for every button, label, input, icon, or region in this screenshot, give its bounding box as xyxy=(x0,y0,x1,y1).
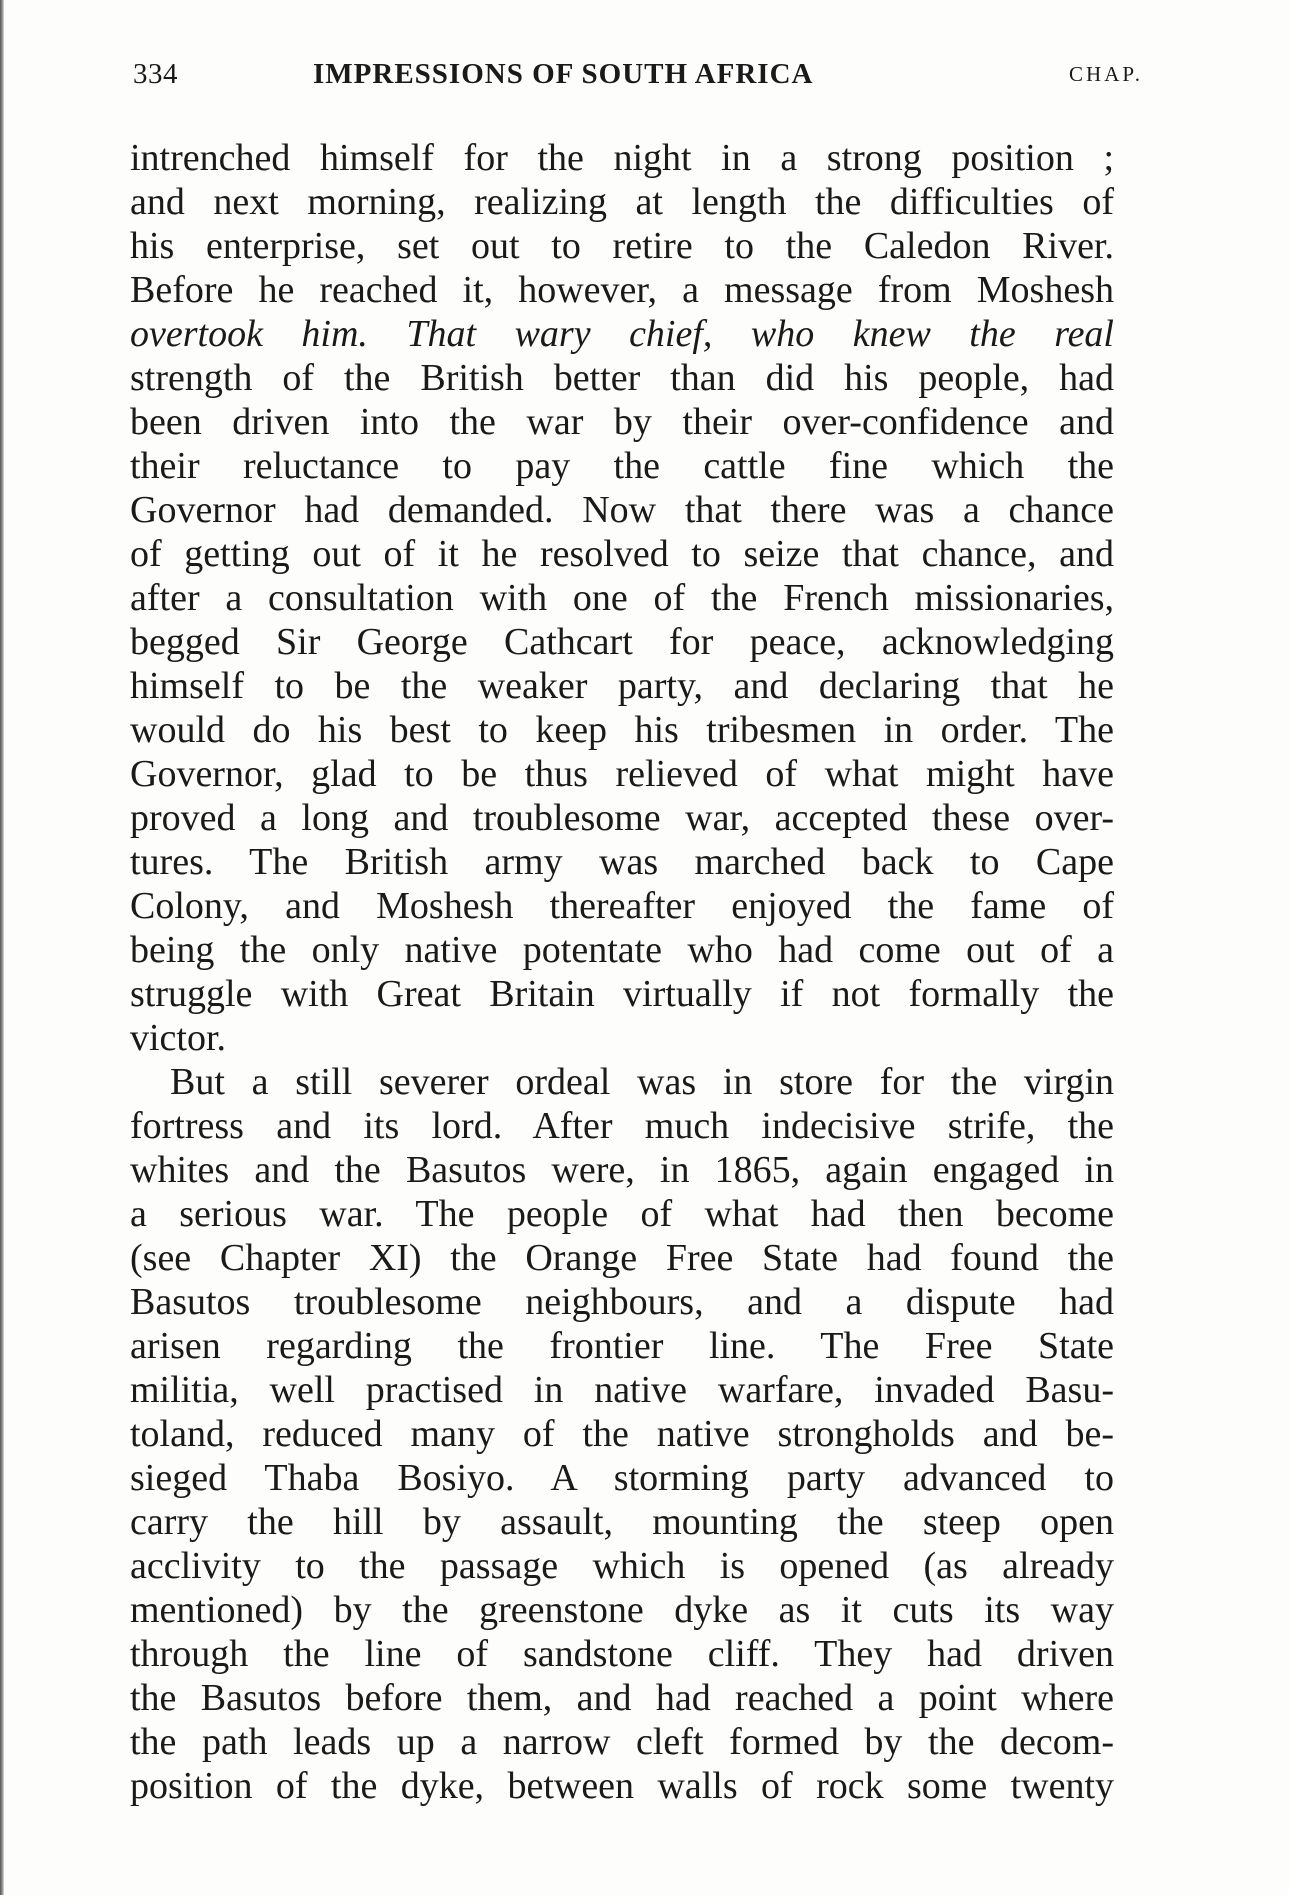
body-text xyxy=(130,136,1114,1808)
text-line: himself to be the weaker party, and declaring that he xyxy=(130,665,1114,707)
text-line: and next morning, realizing at length the difficulties of xyxy=(130,181,1114,223)
text-line: tures. The British army was marched back to Cape xyxy=(130,841,1114,883)
page-number: 334 xyxy=(133,58,178,90)
text-line: But a still severer ordeal was in store for the virgin xyxy=(170,1061,1114,1103)
text-line: his enterprise, set out to retire to the Caledon River. xyxy=(130,225,1114,267)
paragraph-2 xyxy=(130,1060,1114,1808)
running-title: IMPRESSIONS OF SOUTH AFRICA xyxy=(313,58,814,90)
text-line: been driven into the war by their over-confidence and xyxy=(130,401,1114,443)
text-line: carry the hill by assault, mounting the steep open xyxy=(130,1501,1114,1543)
text-line: mentioned) by the greenstone dyke as it cuts its way xyxy=(130,1589,1114,1631)
chapter-label: CHAP. xyxy=(1069,62,1143,86)
text-line: arisen regarding the frontier line. The Free State xyxy=(130,1325,1114,1367)
text-line: acclivity to the passage which is opened (as already xyxy=(130,1545,1114,1587)
text-line: fortress and its lord. After much indecisive strife, the xyxy=(130,1105,1114,1147)
page-binding-edge xyxy=(0,0,4,1895)
text-line: militia, well practised in native warfare, invaded Basu- xyxy=(130,1369,1114,1411)
text-line: would do his best to keep his tribesmen in order. The xyxy=(130,709,1114,751)
text-line: proved a long and troublesome war, accepted these over- xyxy=(130,797,1114,839)
text-line: a serious war. The people of what had then become xyxy=(130,1193,1114,1235)
text-line: struggle with Great Britain virtually if not formally the xyxy=(130,973,1114,1015)
text-line: whites and the Basutos were, in 1865, again engaged in xyxy=(130,1149,1114,1191)
text-line: begged Sir George Cathcart for peace, acknowledging xyxy=(130,621,1114,663)
text-line: Basutos troublesome neighbours, and a dispute had xyxy=(130,1281,1114,1323)
text-line: being the only native potentate who had come out of a xyxy=(130,929,1114,971)
text-line: position of the dyke, between walls of rock some twenty xyxy=(130,1765,1114,1807)
text-line: Colony, and Moshesh thereafter enjoyed the fame of xyxy=(130,885,1114,927)
text-line: through the line of sandstone cliff. They had driven xyxy=(130,1633,1114,1675)
text-line: the path leads up a narrow cleft formed by the decom- xyxy=(130,1721,1114,1763)
text-line: toland, reduced many of the native strongholds and be- xyxy=(130,1413,1114,1455)
text-line: Governor had demanded. Now that there was a chance xyxy=(130,489,1114,531)
text-line: strength of the British better than did his people, had xyxy=(130,357,1114,399)
text-line: the Basutos before them, and had reached a point where xyxy=(130,1677,1114,1719)
text-line: their reluctance to pay the cattle fine which the xyxy=(130,445,1114,487)
text-line: Before he reached it, however, a message from Moshesh xyxy=(130,269,1114,311)
paragraph-1 xyxy=(130,136,1114,1060)
text-line: sieged Thaba Bosiyo. A storming party advanced to xyxy=(130,1457,1114,1499)
text-line: (see Chapter XI) the Orange Free State had found the xyxy=(130,1237,1114,1279)
text-line: after a consultation with one of the French missionaries, xyxy=(130,577,1114,619)
text-line: intrenched himself for the night in a strong position ; xyxy=(130,137,1114,179)
text-line: victor. xyxy=(130,1017,227,1059)
text-line: Governor, glad to be thus relieved of what might have xyxy=(130,753,1114,795)
running-header xyxy=(133,48,1143,92)
text-line: of getting out of it he resolved to seize that chance, and xyxy=(130,533,1114,575)
text-line: overtook him. That wary chief, who knew the real xyxy=(130,313,1114,355)
